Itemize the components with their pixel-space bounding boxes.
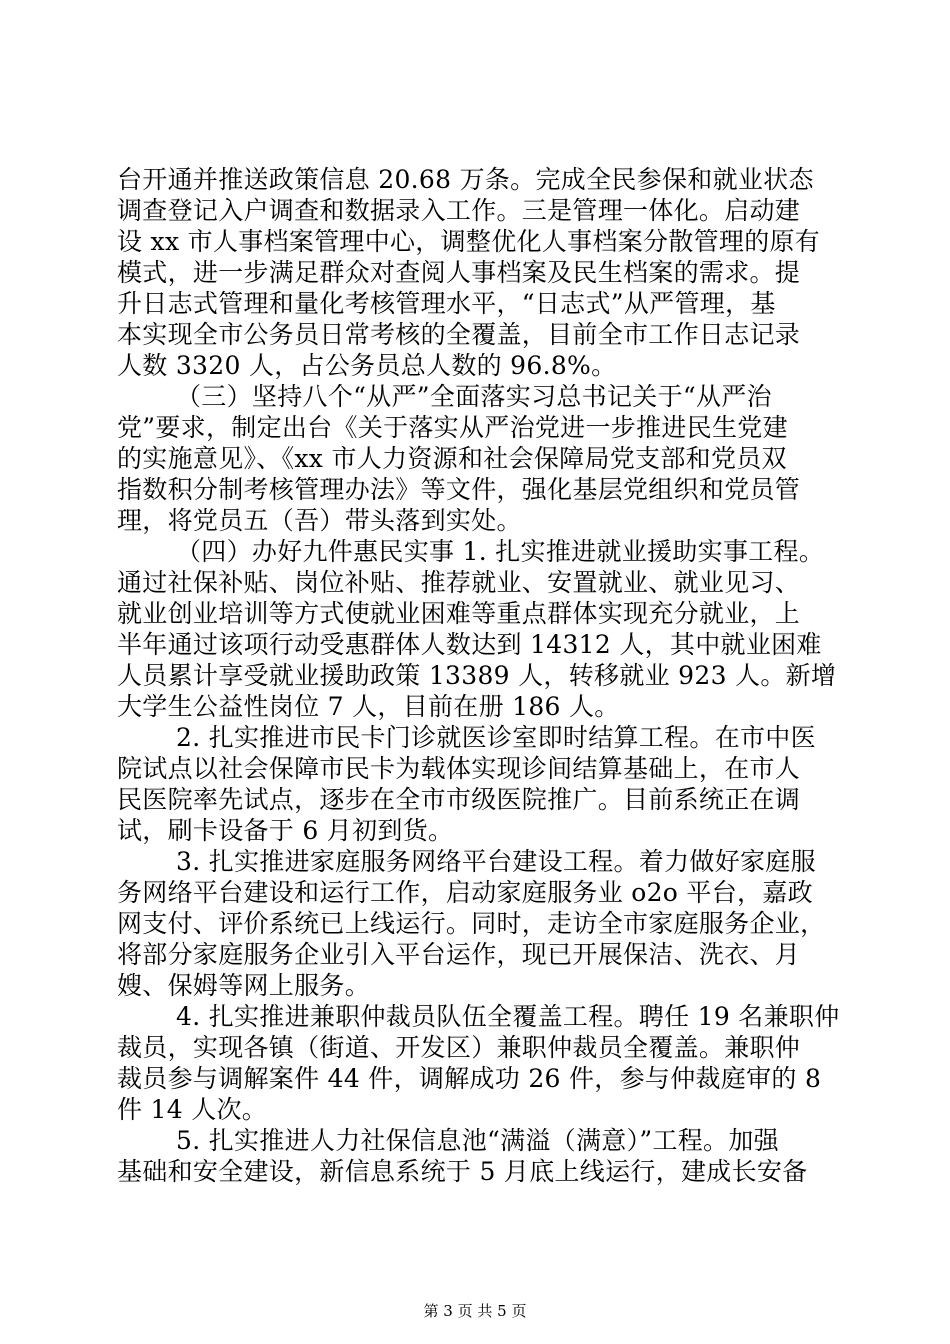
- paragraph-start: （四）办好九件惠民实事 1. 扎实推进就业援助实事工程。: [176, 537, 825, 566]
- text-line: 基础和安全建设，新信息系统于 5 月底上线运行，建成长安备: [117, 1157, 808, 1186]
- text-line: 调查登记入户调查和数据录入工作。三是管理一体化。启动建: [117, 196, 801, 225]
- text-line: 升日志式管理和量化考核管理水平，“日志式”从严管理，基: [117, 289, 776, 318]
- text-line: 就业创业培训等方式使就业困难等重点群体实现充分就业，上: [117, 599, 801, 628]
- text-line: 指数积分制考核管理办法》等文件，强化基层党组织和党员管: [117, 475, 801, 504]
- paragraph-start: 5. 扎实推进人力社保信息池“满溢（满意）”工程。加强: [176, 1126, 779, 1155]
- page-number-footer: 第 3 页 共 5 页: [423, 1302, 527, 1320]
- text-line: 半年通过该项行动受惠群体人数达到 14312 人，其中就业困难: [117, 630, 822, 659]
- text-line: 设 xx 市人事档案管理中心，调整优化人事档案分散管理的原有: [117, 227, 821, 256]
- text-line: 人数 3320 人，占公务员总人数的 96.8%。: [117, 351, 617, 380]
- text-line: 民医院率先试点，逐步在全市市级医院推广。目前系统正在调: [117, 785, 801, 814]
- paragraph-start: （三）坚持八个“从严”全面落实习总书记关于“从严治: [176, 382, 772, 411]
- text-line: 务网络平台建设和运行工作，启动家庭服务业 o2o 平台，嘉政: [117, 878, 813, 907]
- text-line: 院试点以社会保障市民卡为载体实现诊间结算基础上，在市人: [117, 754, 801, 783]
- text-line: 台开通并推送政策信息 20.68 万条。完成全民参保和就业状态: [117, 165, 814, 194]
- text-line: 党”要求，制定出台《关于落实从严治党进一步推进民生党建: [117, 413, 788, 442]
- text-line: 人员累计享受就业援助政策 13389 人，转移就业 923 人。新增: [117, 661, 837, 690]
- paragraph-start: 4. 扎实推进兼职仲裁员队伍全覆盖工程。聘任 19 名兼职仲: [176, 1002, 840, 1031]
- text-line: 试，刷卡设备于 6 月初到货。: [117, 816, 454, 845]
- text-line: 裁员参与调解案件 44 件，调解成功 26 件，参与仲裁庭审的 8: [117, 1064, 822, 1093]
- text-line: 大学生公益性岗位 7 人，目前在册 186 人。: [117, 692, 620, 721]
- text-line: 件 14 人次。: [117, 1095, 268, 1124]
- text-line: 的实施意见》、《xx 市人力资源和社会保障局党支部和党员双: [117, 444, 787, 473]
- text-line: 将部分家庭服务企业引入平台运作，现已开展保洁、洗衣、月: [117, 940, 801, 969]
- paragraph-start: 2. 扎实推进市民卡门诊就医诊室即时结算工程。在市中医: [176, 723, 816, 752]
- text-line: 裁员，实现各镇（街道、开发区）兼职仲裁员全覆盖。兼职仲: [117, 1033, 801, 1062]
- text-line: 通过社保补贴、岗位补贴、推荐就业、安置就业、就业见习、: [117, 568, 801, 597]
- text-line: 理，将党员五（吾）带头落到实处。: [117, 506, 522, 535]
- text-line: 网支付、评价系统已上线运行。同时，走访全市家庭服务企业，: [117, 909, 826, 938]
- text-line: 模式，进一步满足群众对查阅人事档案及民生档案的需求。提: [117, 258, 801, 287]
- text-line: 本实现全市公务员日常考核的全覆盖，目前全市工作日志记录: [117, 320, 801, 349]
- paragraph-start: 3. 扎实推进家庭服务网络平台建设工程。着力做好家庭服: [176, 847, 816, 876]
- text-line: 嫂、保姆等网上服务。: [117, 971, 371, 1000]
